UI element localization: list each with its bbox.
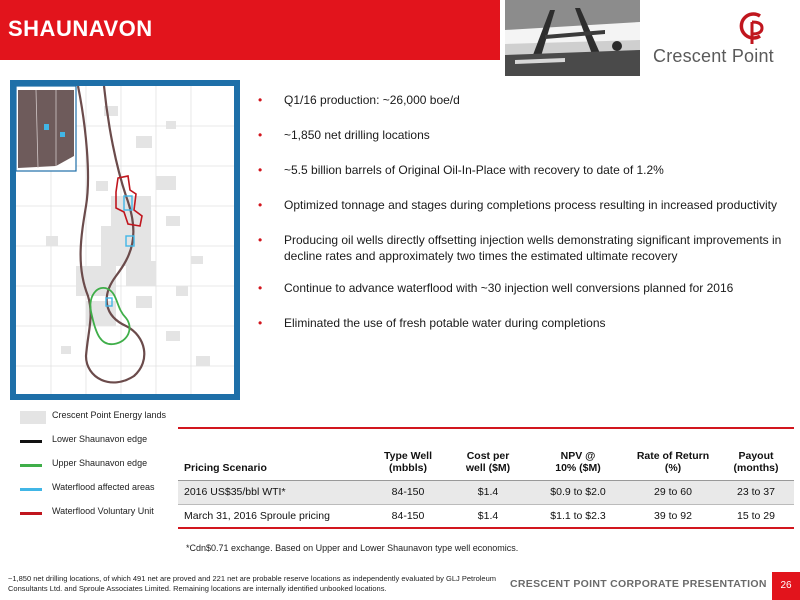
footer-label: CRESCENT POINT CORPORATE PRESENTATION [510,578,767,590]
header-ror [628,428,718,480]
cell-npv: $0.9 to $2.0 [550,486,606,498]
bullet-dot-icon: • [258,233,263,247]
map-frame [10,80,240,400]
highlights-list [258,92,793,350]
bullet-text: Continue to advance waterflood with ~30 injection well conversions planned for 2016 [284,281,734,295]
economics-table [178,427,794,529]
header-line: (mbbls) [389,461,427,474]
bullet-text: ~5.5 billion barrels of Original Oil-In-Place with recovery to date of 1.2% [284,163,664,177]
header-photo [505,0,640,76]
header-line: Type Well [383,449,433,462]
cell-cost: $1.4 [477,486,499,498]
header-line: (months) [733,461,779,474]
legend-label: Lower Shaunavon edge [52,434,148,444]
legend-swatch-lands [20,411,46,424]
bullet-item [258,92,793,108]
bullet-dot-icon: • [258,163,263,177]
page-footnote: ~1,850 net drilling locations, of which 491 net are proved and 221 net are probable reserve locations as independently evaluated by GLJ Petroleum Consultants Ltd. and Sproule Associates Limited. Remaining locations are internally identified unbooked locations. [8,574,497,593]
legend-swatch-waterflood-unit [20,512,42,515]
cell-npv: $1.1 to $2.3 [550,509,606,522]
table-row [178,480,794,504]
cell-payout: 23 to 37 [737,486,775,498]
play-map-icon [16,86,234,394]
header-line: well ($M) [465,461,511,474]
cell-scenario: March 31, 2016 Sproule pricing [184,509,330,522]
bullet-item [258,315,793,331]
header-line: Cost per [466,449,510,462]
bullet-item [258,162,793,178]
header-pricing-scenario: Pricing Scenario [184,461,267,474]
legend-swatch-lower-edge [20,440,42,443]
bullet-text: Producing oil wells directly offsetting injection wells demonstrating significant improvements in decline rates and approximately two times the estimated ultimate recovery [284,233,782,263]
bullet-text: Q1/16 production: ~26,000 boe/d [284,93,460,107]
table-footnote: *Cdn$0.71 exchange. Based on Upper and Lower Shaunavon type well economics. [186,543,519,553]
cell-ror: 39 to 92 [654,509,692,522]
bullet-text: Eliminated the use of fresh potable water during completions [284,316,606,330]
legend-label: Waterflood affected areas [52,482,155,492]
bullet-dot-icon: • [258,128,263,142]
bullet-item [258,127,793,143]
legend-swatch-upper-edge [20,464,42,467]
header-cost [448,428,528,480]
cell-ror: 29 to 60 [654,486,692,498]
brand-name: Crescent Point [653,46,774,66]
header-line: NPV @ [560,449,596,462]
cell-scenario: 2016 US$35/bbl WTI* [184,486,286,498]
page-number: 26 [772,572,800,600]
crescent-point-logo-icon [738,10,768,46]
bullet-dot-icon: • [258,281,263,295]
bullet-dot-icon: • [258,198,263,212]
company-logo [640,0,800,76]
legend-label: Upper Shaunavon edge [52,458,148,468]
table-row [178,504,794,528]
header-line: Rate of Return [636,449,710,462]
bullet-item [258,197,793,213]
cell-payout: 15 to 29 [737,509,775,522]
page-title: SHAUNAVON [8,16,153,41]
cell-type-well: 84-150 [391,509,425,522]
header-payout [718,428,794,480]
economics-table-wrap [178,427,794,529]
bullet-item [258,232,793,264]
header-line: (%) [664,461,682,474]
cell-type-well: 84-150 [391,486,425,498]
shaunavon-map [16,86,234,394]
header-line: Payout [738,449,774,462]
bullet-item [258,280,793,296]
table-header-row [178,428,794,480]
header-line: 10% ($M) [555,461,601,474]
bullet-dot-icon: • [258,93,263,107]
bullet-text: ~1,850 net drilling locations [284,128,430,142]
bullet-text: Optimized tonnage and stages during completions process resulting in increased productivity [284,198,777,212]
legend-label: Waterflood Voluntary Unit [52,506,154,516]
legend-label: Crescent Point Energy lands [52,410,167,420]
legend-swatch-waterflood-areas [20,488,42,491]
header-npv [528,428,628,480]
cell-cost: $1.4 [477,509,499,522]
title-banner [0,0,500,60]
bullet-dot-icon: • [258,316,263,330]
header-type-well [368,428,448,480]
drilling-rig-photo-icon [505,0,640,76]
